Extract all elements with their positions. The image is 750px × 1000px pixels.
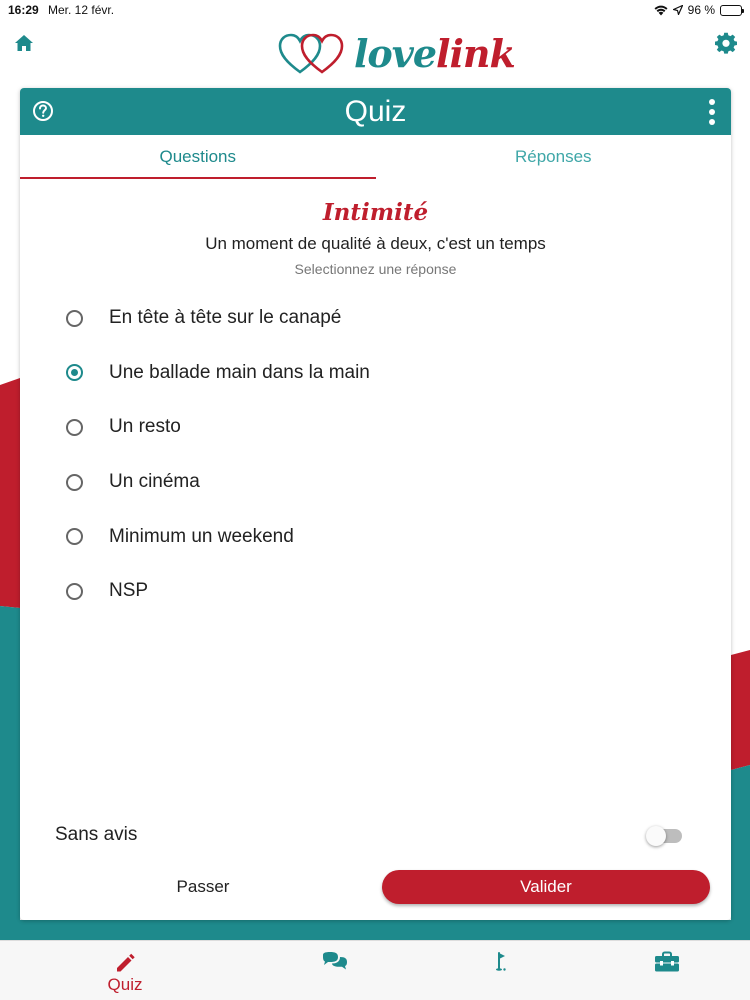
nav-item-golf[interactable] xyxy=(460,941,540,1000)
status-right xyxy=(654,3,742,17)
nav-item-toolbox[interactable] xyxy=(627,941,707,1000)
radio-button-selected[interactable] xyxy=(66,364,83,381)
quiz-card xyxy=(20,88,731,920)
nav-item-chat[interactable] xyxy=(295,941,375,1000)
question-text: Un moment de qualité à deux, c'est un temps xyxy=(205,234,546,253)
radio-button[interactable] xyxy=(66,310,83,327)
answer-label: NSP xyxy=(109,580,149,602)
hearts-logo-icon xyxy=(278,32,348,76)
answer-option[interactable] xyxy=(20,564,731,619)
status-date: Mer. 12 févr. xyxy=(48,3,115,17)
logo-link: link xyxy=(436,31,515,76)
skip-button[interactable]: Passer xyxy=(40,870,366,904)
nav-item-quiz[interactable] xyxy=(85,941,165,1000)
lovelink-logo xyxy=(278,32,515,76)
tab-responses[interactable]: Réponses xyxy=(514,147,592,166)
answer-option[interactable] xyxy=(20,509,731,564)
logo-love: love xyxy=(354,31,437,76)
radio-button[interactable] xyxy=(66,583,83,600)
answer-option[interactable] xyxy=(20,346,731,401)
golf-flag-icon xyxy=(488,951,512,973)
tab-questions[interactable]: Questions xyxy=(20,135,376,179)
answer-option[interactable] xyxy=(20,455,731,510)
radio-button[interactable] xyxy=(66,419,83,436)
no-opinion-label: Sans avis xyxy=(55,824,138,845)
answer-label: En tête à tête sur le canapé xyxy=(109,307,342,329)
bottom-nav xyxy=(0,940,750,1000)
radio-button[interactable] xyxy=(66,474,83,491)
question-hint: Selectionnez une réponse xyxy=(294,261,457,277)
radio-button[interactable] xyxy=(66,528,83,545)
location-icon xyxy=(673,5,683,15)
pencil-icon xyxy=(113,951,137,973)
status-time: 16:29 xyxy=(8,3,39,17)
chat-bubbles-icon xyxy=(321,951,349,973)
answer-option[interactable] xyxy=(20,400,731,455)
help-icon[interactable] xyxy=(32,100,54,122)
home-icon[interactable] xyxy=(12,32,36,56)
app-header xyxy=(0,22,750,86)
page-title: Quiz xyxy=(344,94,407,128)
logo-text xyxy=(354,32,515,76)
battery-percent: 96 % xyxy=(687,3,715,17)
question-category: Intimité xyxy=(322,199,429,226)
more-vertical-icon[interactable] xyxy=(707,98,717,126)
answer-label: Minimum un weekend xyxy=(109,525,294,547)
wifi-icon xyxy=(654,5,668,16)
status-bar xyxy=(0,0,750,22)
tab-bar xyxy=(20,135,731,179)
answer-label: Une ballade main dans la main xyxy=(109,361,370,383)
answer-label: Un resto xyxy=(109,416,181,438)
answer-option[interactable] xyxy=(20,291,731,346)
toggle-knob[interactable] xyxy=(646,826,666,846)
answer-options xyxy=(20,291,731,619)
no-opinion-toggle[interactable] xyxy=(648,829,682,843)
gear-icon[interactable] xyxy=(714,32,738,56)
toolbox-icon xyxy=(654,951,680,973)
validate-button[interactable]: Valider xyxy=(382,870,710,904)
card-header xyxy=(20,88,731,135)
battery-icon xyxy=(720,5,742,16)
nav-label-quiz: Quiz xyxy=(107,975,143,994)
answer-label: Un cinéma xyxy=(109,471,200,493)
